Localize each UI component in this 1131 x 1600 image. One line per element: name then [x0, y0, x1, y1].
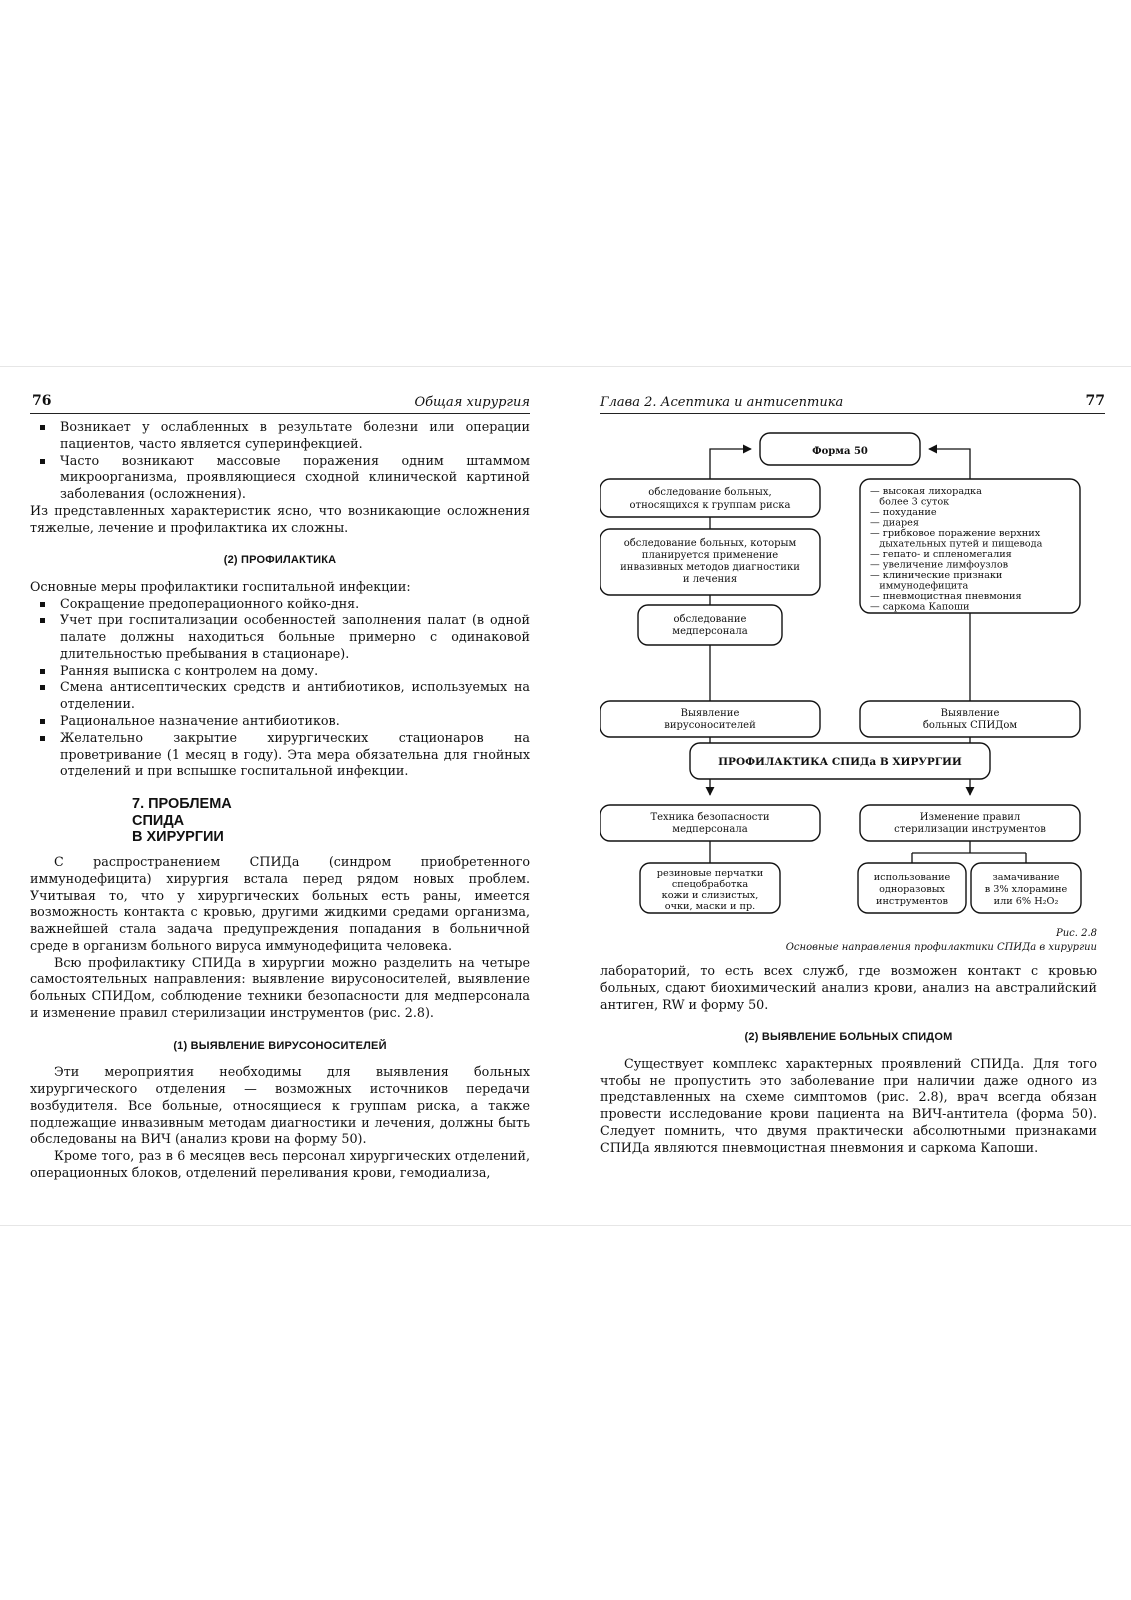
- box-left-3: [638, 605, 782, 645]
- header-rule-right: [600, 413, 1105, 414]
- page-number-right: 77: [1085, 393, 1105, 409]
- left-3-line: обследование: [673, 614, 747, 625]
- paragraph: Основные меры профилактики госпитальной инфекции:: [30, 578, 411, 594]
- figure-label: Рис. 2.8: [1055, 928, 1097, 939]
- list-item: Возникает у ослабленных в результате болезни или операции пациентов, часто является суперинфекцией.: [60, 419, 530, 451]
- disposable-line: одноразовых: [879, 884, 945, 895]
- figure-caption-block: [786, 927, 1097, 954]
- section-heading-virus-carriers: (1) ВЫЯВЛЕНИЕ ВИРУСОНОСИТЕЛЕЙ: [173, 1039, 387, 1052]
- left-3-line: медперсонала: [672, 626, 748, 637]
- figure-caption: Основные направления профилактики СПИДа в хирургии: [785, 941, 1097, 953]
- symptom-line: — увеличение лимфоузлов: [870, 559, 1009, 571]
- detect-carriers-line: Выявление: [680, 708, 740, 719]
- gloves-line: очки, маски и пр.: [664, 901, 756, 912]
- box-detect-carriers: [600, 701, 820, 737]
- symptom-line: дыхательных путей и пищевода: [870, 538, 1043, 550]
- list-item: Желательно закрытие хирургических стационаров на проветривание (1 месяц в году). Эта мера обязательна для гнойных отделений и при вспышке госпитальной инфекции.: [60, 729, 530, 779]
- safety-line: Техника безопасности: [650, 812, 770, 823]
- paragraph: С распространением СПИДа (синдром приобретенного иммунодефицита) хирургия встала перед рядом новых проблем. Учитывая то, что у хирургических больных есть раны, имеется возможность контакта с кровью, другими жидкими средами организма, важнейшей стала задача предупреждения попадания в больничной среде в организм больного вируса иммунодефицита человека.: [30, 854, 530, 953]
- detect-patients-line: больных СПИДом: [922, 720, 1018, 731]
- running-head-left: Общая хирургия: [414, 395, 530, 410]
- right-page-body: [600, 963, 1097, 1156]
- chapter-heading: 7. ПРОБЛЕМА СПИДА В ХИРУРГИИ: [132, 796, 232, 846]
- list-item: Часто возникают массовые поражения одним штаммом микроорганизма, проявляющиеся сходной клинической картиной заболевания (осложнения).: [60, 452, 530, 502]
- left-1-line: обследование больных,: [648, 487, 772, 498]
- sterilization-line: стерилизации инструментов: [894, 824, 1046, 835]
- symptom-line: — гепато- и спленомегалия: [870, 549, 1012, 560]
- symptom-line: — похудание: [870, 507, 937, 518]
- paragraph: Всю профилактику СПИДа в хирургии можно разделить на четыре самостоятельных направления: выявление вирусоносителей, выявление больных СПИДом, соблюдение техники безопасности для медперсонала и изменение правил стерилизации инструментов (рис. 2.8).: [30, 954, 530, 1020]
- form-50-label: Форма 50: [812, 446, 868, 457]
- symptom-line: — диарея: [870, 517, 920, 529]
- left-2-line: планируется применение: [641, 550, 779, 561]
- safety-line: медперсонала: [672, 824, 748, 835]
- list-item: Учет при госпитализации особенностей заполнения палат (в одной палате должны находиться больные примерно с одинаковой длительностью пребывания в стационаре).: [60, 612, 530, 661]
- book-spread: [0, 366, 1131, 1226]
- left-page-body: [30, 419, 530, 1182]
- center-label: ПРОФИЛАКТИКА СПИДа В ХИРУРГИИ: [718, 756, 962, 768]
- soaking-line: или 6% H₂O₂: [993, 896, 1059, 907]
- left-page: [30, 367, 530, 1227]
- gloves-line: спецобработка: [671, 879, 749, 890]
- box-safety: [600, 805, 820, 841]
- header-rule-left: [30, 413, 530, 414]
- bullet-list-prophylaxis: [60, 596, 530, 780]
- paragraph: Эти мероприятия необходимы для выявления больных хирургического отделения — возможных источников передачи возбудителя. Все больные, относящиеся к группам риска, а также подлежащие инвазивным методам диагностики и лечения, должны быть обследованы на ВИЧ (анализ крови на форму 50).: [30, 1064, 530, 1147]
- gloves-line: резиновые перчатки: [656, 868, 764, 879]
- right-page: [600, 367, 1105, 1227]
- section-heading-prophylaxis: (2) ПРОФИЛАКТИКА: [223, 554, 337, 567]
- symptom-line: иммунодефицита: [870, 580, 969, 592]
- aids-prevention-diagram: [600, 423, 1090, 923]
- symptom-line: — грибковое поражение верхних: [870, 528, 1041, 539]
- running-head-right: Глава 2. Асептика и антисептика: [600, 395, 844, 410]
- list-item: Смена антисептических средств и антибиотиков, используемых на отделении.: [60, 679, 530, 712]
- detect-patients-line: Выявление: [940, 708, 1000, 719]
- symptom-line: более 3 суток: [870, 496, 950, 508]
- left-2-line: инвазивных методов диагностики: [620, 562, 800, 573]
- disposable-line: использование: [873, 872, 951, 883]
- box-sterilization: [860, 805, 1080, 841]
- page-number-left: 76: [32, 393, 52, 409]
- symptom-line: — клинические признаки: [870, 570, 1003, 581]
- left-2-line: обследование больных, которым: [623, 538, 797, 549]
- symptom-line: — пневмоцистная пневмония: [870, 591, 1022, 602]
- box-left-1: [600, 479, 820, 517]
- symptom-line: — высокая лихорадка: [870, 486, 982, 497]
- section-heading-aids-patients: (2) ВЫЯВЛЕНИЕ БОЛЬНЫХ СПИДОМ: [744, 1031, 953, 1044]
- paragraph: Кроме того, раз в 6 месяцев весь персонал хирургических отделений, операционных блоков, отделений переливания крови, гемодиализа,: [30, 1148, 530, 1180]
- left-2-line: и лечения: [682, 574, 738, 585]
- gloves-line: кожи и слизистых,: [661, 890, 759, 901]
- list-item: Рациональное назначение антибиотиков.: [60, 713, 530, 730]
- paragraph: Из представленных характеристик ясно, что возникающие осложнения тяжелые, лечение и профилактика их сложны.: [30, 502, 530, 535]
- box-detect-patients: [860, 701, 1080, 737]
- soaking-line: замачивание: [992, 872, 1060, 883]
- bullet-list-top: [60, 419, 530, 503]
- list-item: Ранняя выписка с контролем на дому.: [60, 663, 530, 680]
- left-1-line: относящихся к группам риска: [629, 500, 791, 511]
- sterilization-line: Изменение правил: [919, 812, 1021, 823]
- detect-carriers-line: вирусоносителей: [664, 720, 756, 731]
- list-item: Сокращение предоперационного койко-дня.: [60, 596, 530, 613]
- disposable-line: инструментов: [876, 896, 948, 907]
- paragraph: лабораторий, то есть всех служб, где возможен контакт с кровью больных, сдают биохимический анализ крови, анализ на австралийский антиген, RW и форму 50.: [600, 963, 1097, 1012]
- symptom-line: — саркома Капоши: [870, 601, 970, 613]
- soaking-line: в 3% хлорамине: [984, 884, 1068, 895]
- paragraph: Существует комплекс характерных проявлений СПИДа. Для того чтобы не пропустить это заболевание при наличии даже одного из представленных на схеме симптомов (рис. 2.8), врач всегда обязан провести исследование крови пациента на ВИЧ-антитела (форма 50). Следует помнить, что двумя практически абсолютными признаками СПИДа являются пневмоцистная пневмония и саркома Капоши.: [600, 1055, 1097, 1155]
